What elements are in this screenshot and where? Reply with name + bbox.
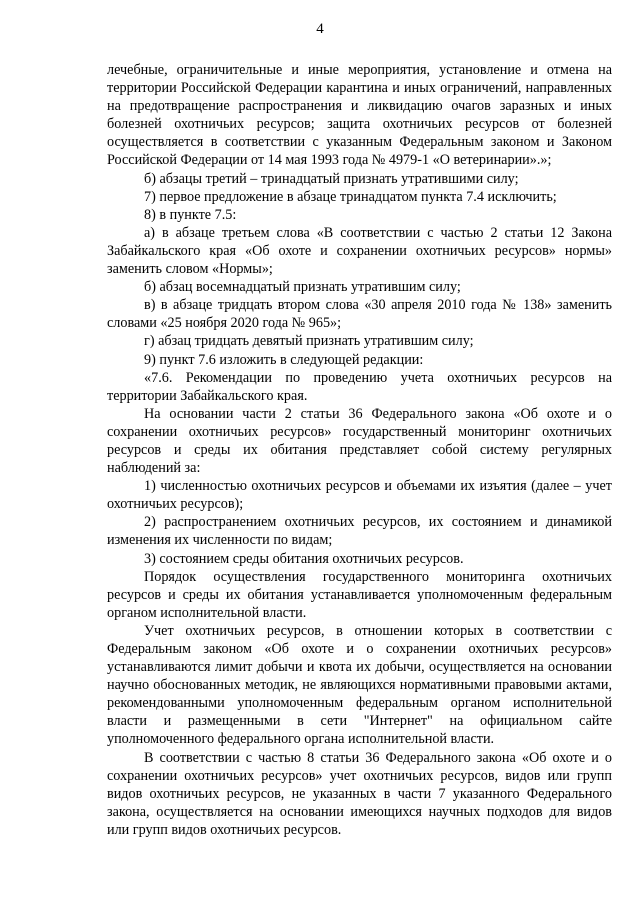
paragraph-accounting-other-species: В соответствии с частью 8 статьи 36 Федерального закона «Об охоте и о сохранении охотничьих ресурсов» учет охотничьих ресурсов, видов или групп видов охотничьих ресурсов, не указанных в части 7 указанного Федерального закона, осуществляется на основании имеющихся научных подходов для видов или групп видов охотничьих ресурсов. — [107, 749, 612, 838]
document-body — [107, 61, 612, 839]
paragraph-list-item-1: 1) численностью охотничьих ресурсов и объемами их изъятия (далее – учет охотничьих ресурсов); — [107, 478, 612, 513]
paragraph-item-8: 8) в пункте 7.5: — [144, 206, 237, 223]
paragraph-monitoring-procedure: Порядок осуществления государственного мониторинга охотничьих ресурсов и среды их обитания устанавливается уполномоченным федеральным органом исполнительной власти. — [107, 568, 612, 621]
paragraph-list-item-2: 2) распространением охотничьих ресурсов, их состоянием и динамикой изменения их численности по видам; — [107, 514, 612, 549]
paragraph-item-7: 7) первое предложение в абзаце тринадцатом пункта 7.4 исключить; — [144, 188, 557, 205]
paragraph-continuation: лечебные, ограничительные и иные мероприятия, установление и отмена на территории Российской Федерации карантина и иных ограничений, направленных на предотвращение распространения и ликвидацию очагов заразных и иных болезней охотничьих ресурсов; защита охотничьих ресурсов от болезней осуществляется в соответствии с указанным Федеральным законом и Законом Российской Федерации от 14 мая 1993 года № 4979-1 «О ветеринарии».»; — [107, 62, 612, 169]
paragraph-subitem-b-clauses: б) абзацы третий – тринадцатый признать утратившими силу; — [144, 170, 519, 187]
paragraph-subitem-a: а) в абзаце третьем слова «В соответствии с частью 2 статьи 12 Закона Забайкальского края «Об охоте и сохранении охотничьих ресурсов» нормы» заменить словом «Нормы»; — [107, 224, 612, 278]
paragraph-subitem-v: в) в абзаце тридцать втором слова «30 апреля 2010 года № 138» заменить словами «25 ноября 2020 года № 965»; — [107, 297, 612, 332]
paragraph-section-7-6-title: «7.6. Рекомендации по проведению учета охотничьих ресурсов на территории Забайкальского края. — [107, 369, 612, 404]
paragraph-list-item-3: 3) состоянием среды обитания охотничьих ресурсов. — [144, 550, 464, 567]
page-number: 4 — [316, 21, 324, 37]
paragraph-subitem-g: г) абзац тридцать девятый признать утратившим силу; — [144, 333, 474, 350]
paragraph-subitem-b: б) абзац восемнадцатый признать утратившим силу; — [144, 279, 461, 296]
paragraph-item-9: 9) пункт 7.6 изложить в следующей редакции: — [144, 351, 424, 368]
paragraph-monitoring-basis: На основании части 2 статьи 36 Федерального закона «Об охоте и о сохранении охотничьих ресурсов» государственный мониторинг охотничьих ресурсов и среды их обитания представляет собой систему регулярных наблюдений за: — [107, 405, 612, 477]
paragraph-accounting-methods: Учет охотничьих ресурсов, в отношении которых в соответствии с Федеральным законом «Об охоте и о сохранении охотничьих ресурсов» устанавливаются лимит добычи и квота их добычи, осуществляется на основании научно обоснованных методик, не являющихся нормативными правовыми актами, рекомендованными уполномоченным федеральным органом исполнительной власти и размещенными в сети "Интернет" на официальном сайте уполномоченного федерального органа исполнительной власти. — [107, 622, 612, 748]
